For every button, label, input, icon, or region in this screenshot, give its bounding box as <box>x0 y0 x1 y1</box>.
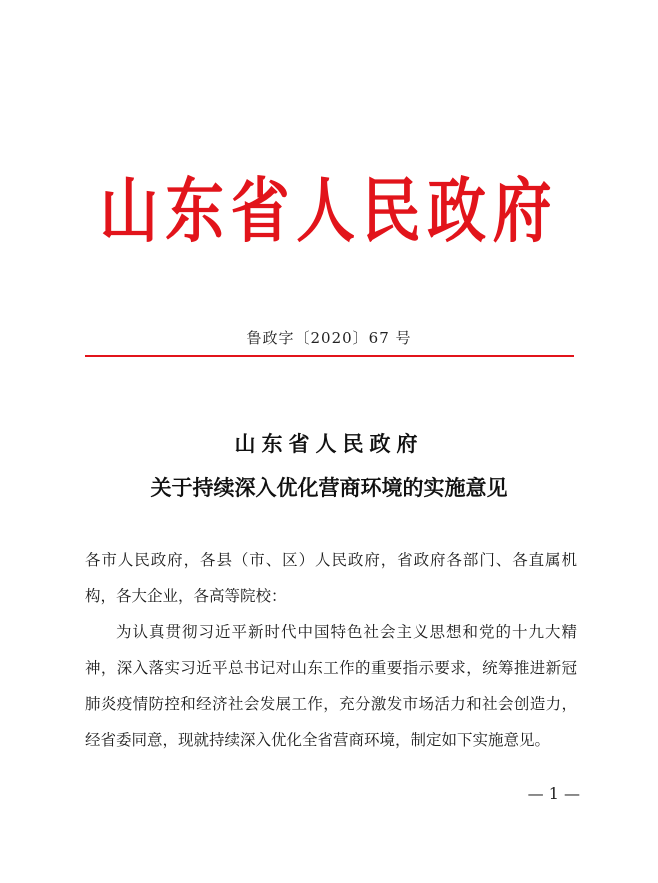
document-body <box>85 542 577 758</box>
document-title-subject: 关于持续深入优化营商环境的实施意见 <box>150 475 508 500</box>
document-number: 鲁政字〔2020〕67 号 <box>246 329 412 347</box>
page-number: — 1 — <box>527 784 580 803</box>
addressees: 各市人民政府，各县（市、区）人民政府，省政府各部门、各直属机构，各大企业，各高等院校： <box>85 551 577 605</box>
masthead-title: 山东省人民政府 <box>99 169 559 252</box>
red-divider <box>85 355 574 357</box>
body-paragraph: 为认真贯彻习近平新时代中国特色社会主义思想和党的十九大精神，深入落实习近平总书记对山东工作的重要指示要求，统筹推进新冠肺炎疫情防控和经济社会发展工作，充分激发市场活力和社会创造力，经省委同意，现就持续深入优化全省营商环境，制定如下实施意见。 <box>85 623 577 749</box>
document-title-issuer: 山东省人民政府 <box>234 431 424 456</box>
